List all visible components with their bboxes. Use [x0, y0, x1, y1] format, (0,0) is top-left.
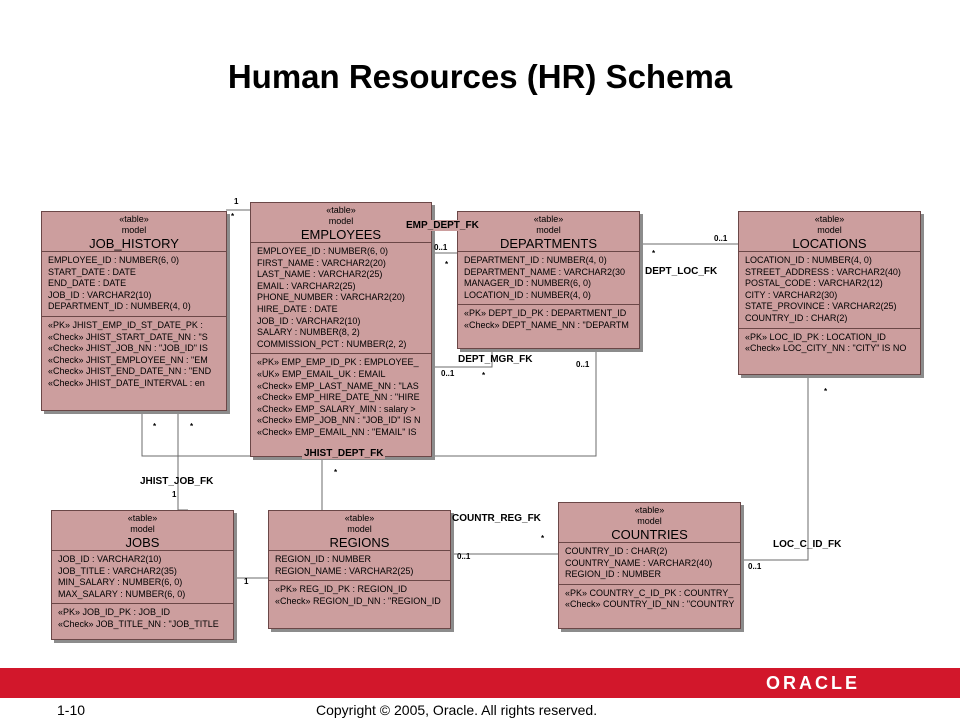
constraint-list	[52, 604, 233, 633]
stereotype-label: «table»	[344, 513, 375, 523]
multiplicity: 0..1	[441, 369, 455, 378]
column-row: SALARY : NUMBER(8, 2)	[257, 327, 360, 338]
table-name: JOBS	[125, 535, 160, 550]
constraint-row: «Check» JHIST_EMPLOYEE_NN : "EM	[48, 354, 208, 365]
page-title: Human Resources (HR) Schema	[227, 58, 733, 95]
column-list	[251, 243, 431, 354]
model-label: model	[130, 524, 155, 534]
column-row: STATE_PROVINCE : VARCHAR2(25)	[745, 301, 897, 312]
table-name: REGIONS	[329, 535, 390, 550]
model-label: model	[536, 225, 561, 235]
column-row: POSTAL_CODE : VARCHAR2(12)	[745, 278, 883, 289]
stereotype-label: «table»	[533, 214, 564, 224]
table-locations[interactable]	[738, 211, 921, 375]
column-row: JOB_ID : VARCHAR2(10)	[257, 315, 361, 326]
page-number: 1-10	[57, 702, 86, 718]
multiplicity: *	[445, 260, 449, 269]
label-jhist-job-fk: JHIST_JOB_FK	[140, 476, 214, 487]
multiplicity: 1	[244, 577, 249, 586]
oracle-logo: ORACLE	[766, 673, 860, 693]
column-row: MANAGER_ID : NUMBER(6, 0)	[464, 278, 592, 289]
column-row: COMMISSION_PCT : NUMBER(2, 2)	[257, 338, 407, 349]
table-job-history[interactable]	[41, 211, 227, 411]
multiplicity: *	[824, 387, 828, 396]
table-name: JOB_HISTORY	[89, 236, 179, 251]
model-label: model	[347, 524, 372, 534]
table-name: DEPARTMENTS	[499, 236, 598, 251]
constraint-row: «Check» REGION_ID_NN : "REGION_ID	[275, 595, 441, 606]
multiplicity: *	[153, 422, 157, 431]
table-header	[269, 511, 450, 551]
table-departments[interactable]	[457, 211, 640, 349]
constraint-list	[458, 305, 639, 334]
column-row: DEPARTMENT_ID : NUMBER(4, 0)	[464, 255, 607, 265]
column-row: REGION_ID : NUMBER	[275, 554, 372, 564]
table-header	[42, 212, 226, 252]
label-countr-reg-fk: COUNTR_REG_FK	[452, 513, 541, 524]
constraint-row: «Check» EMP_EMAIL_NN : "EMAIL" IS	[257, 426, 417, 437]
constraint-row: «PK» COUNTRY_C_ID_PK : COUNTRY_	[565, 587, 734, 598]
constraint-row: «PK» DEPT_ID_PK : DEPARTMENT_ID	[464, 308, 627, 319]
table-header	[559, 503, 740, 543]
table-name: EMPLOYEES	[300, 227, 382, 242]
column-row: MAX_SALARY : NUMBER(6, 0)	[58, 588, 186, 599]
constraint-list	[251, 354, 431, 441]
copyright-text: Copyright © 2005, Oracle. All rights reserved.	[316, 702, 598, 718]
model-label: model	[328, 216, 354, 226]
multiplicity: *	[652, 249, 656, 258]
constraint-row: «Check» COUNTRY_ID_NN : "COUNTRY	[565, 599, 735, 610]
constraint-list	[739, 329, 920, 358]
label-emp-dept-fk: EMP_DEPT_FK	[406, 220, 479, 231]
column-row: LOCATION_ID : NUMBER(4, 0)	[745, 255, 872, 265]
column-row: REGION_ID : NUMBER	[565, 569, 662, 580]
multiplicity: *	[334, 468, 338, 477]
constraint-row: «PK» JHIST_EMP_ID_ST_DATE_PK :	[48, 319, 203, 330]
stereotype-label: «table»	[326, 205, 356, 215]
multiplicity: 0..1	[748, 562, 762, 571]
column-row: EMAIL : VARCHAR2(25)	[257, 280, 356, 291]
column-list	[559, 543, 740, 585]
multiplicity: 0..1	[434, 243, 448, 252]
constraint-row: «PK» EMP_EMP_ID_PK : EMPLOYEE_	[257, 357, 419, 368]
constraint-row: «Check» EMP_SALARY_MIN : salary >	[257, 403, 416, 414]
multiplicity: 1	[172, 490, 177, 499]
column-row: STREET_ADDRESS : VARCHAR2(40)	[745, 266, 901, 277]
multiplicity: *	[190, 422, 194, 431]
column-list	[739, 252, 920, 329]
column-row: EMPLOYEE_ID : NUMBER(6, 0)	[48, 255, 180, 265]
constraint-row: «UK» EMP_EMAIL_UK : EMAIL	[257, 368, 386, 379]
constraint-list	[42, 317, 226, 393]
column-row: EMPLOYEE_ID : NUMBER(6, 0)	[257, 246, 389, 256]
column-row: START_DATE : DATE	[48, 266, 136, 277]
constraint-row: «Check» JHIST_DATE_INTERVAL : en	[48, 377, 205, 388]
constraint-row: «Check» EMP_LAST_NAME_NN : "LAS	[257, 380, 419, 391]
column-row: LAST_NAME : VARCHAR2(25)	[257, 269, 383, 280]
table-header	[458, 212, 639, 252]
column-row: MIN_SALARY : NUMBER(6, 0)	[58, 577, 183, 588]
constraint-list	[559, 585, 740, 614]
constraint-list	[269, 581, 450, 610]
table-employees[interactable]	[250, 202, 432, 457]
column-row: END_DATE : DATE	[48, 278, 127, 289]
constraint-row: «Check» DEPT_NAME_NN : "DEPARTM	[464, 319, 629, 330]
constraint-row: «Check» EMP_HIRE_DATE_NN : "HIRE	[257, 392, 420, 403]
column-row: JOB_TITLE : VARCHAR2(35)	[58, 565, 177, 576]
table-jobs[interactable]	[51, 510, 234, 640]
constraint-row: «PK» LOC_ID_PK : LOCATION_ID	[745, 331, 886, 342]
column-row: HIRE_DATE : DATE	[257, 303, 338, 314]
constraint-row: «Check» JHIST_END_DATE_NN : "END	[48, 366, 212, 377]
footer-bar	[0, 668, 960, 698]
constraint-row: «Check» JOB_TITLE_NN : "JOB_TITLE	[58, 618, 219, 629]
column-row: COUNTRY_ID : CHAR(2)	[745, 312, 848, 323]
model-label: model	[121, 225, 147, 235]
label-dept-loc-fk: DEPT_LOC_FK	[645, 266, 718, 277]
table-name: COUNTRIES	[611, 527, 688, 542]
stereotype-label: «table»	[634, 505, 665, 515]
label-dept-mgr-fk: DEPT_MGR_FK	[458, 354, 533, 365]
multiplicity: *	[541, 534, 545, 543]
constraint-row: «PK» REG_ID_PK : REGION_ID	[275, 584, 408, 595]
constraint-row: «Check» JHIST_JOB_NN : "JOB_ID" IS	[48, 343, 208, 354]
column-list	[458, 252, 639, 305]
label-jhist-dept-fk: JHIST_DEPT_FK	[304, 448, 384, 459]
column-row: JOB_ID : VARCHAR2(10)	[58, 554, 162, 564]
column-list	[42, 252, 226, 317]
column-row: DEPARTMENT_NAME : VARCHAR2(30	[464, 266, 626, 277]
constraint-row: «PK» JOB_ID_PK : JOB_ID	[58, 607, 171, 618]
column-row: COUNTRY_ID : CHAR(2)	[565, 546, 668, 556]
multiplicity: 0..1	[457, 552, 471, 561]
constraint-row: «Check» JHIST_START_DATE_NN : "S	[48, 331, 208, 342]
constraint-row: «Check» LOC_CITY_NN : "CITY" IS NO	[745, 343, 907, 354]
table-regions[interactable]	[268, 510, 451, 629]
table-header	[739, 212, 920, 252]
stereotype-label: «table»	[814, 214, 845, 224]
multiplicity: *	[231, 212, 235, 221]
column-row: PHONE_NUMBER : VARCHAR2(20)	[257, 292, 405, 303]
column-row: REGION_NAME : VARCHAR2(25)	[275, 565, 414, 576]
model-label: model	[637, 516, 662, 526]
multiplicity: 0..1	[576, 360, 590, 369]
multiplicity: *	[482, 371, 486, 380]
table-name: LOCATIONS	[792, 236, 867, 251]
label-loc-c-id-fk: LOC_C_ID_FK	[773, 539, 842, 550]
table-countries[interactable]	[558, 502, 741, 629]
column-row: LOCATION_ID : NUMBER(4, 0)	[464, 289, 591, 300]
stereotype-label: «table»	[127, 513, 158, 523]
column-row: FIRST_NAME : VARCHAR2(20)	[257, 257, 386, 268]
multiplicity: 0..1	[714, 234, 728, 243]
column-row: DEPARTMENT_ID : NUMBER(4, 0)	[48, 301, 191, 312]
column-list	[52, 551, 233, 604]
constraint-row: «Check» EMP_JOB_NN : "JOB_ID" IS N	[257, 415, 421, 426]
column-list	[269, 551, 450, 581]
multiplicity: 1	[234, 197, 239, 206]
table-header	[52, 511, 233, 551]
column-row: JOB_ID : VARCHAR2(10)	[48, 289, 152, 300]
column-row: CITY : VARCHAR2(30)	[745, 289, 838, 300]
stereotype-label: «table»	[119, 214, 149, 224]
model-label: model	[817, 225, 842, 235]
column-row: COUNTRY_NAME : VARCHAR2(40)	[565, 557, 713, 568]
